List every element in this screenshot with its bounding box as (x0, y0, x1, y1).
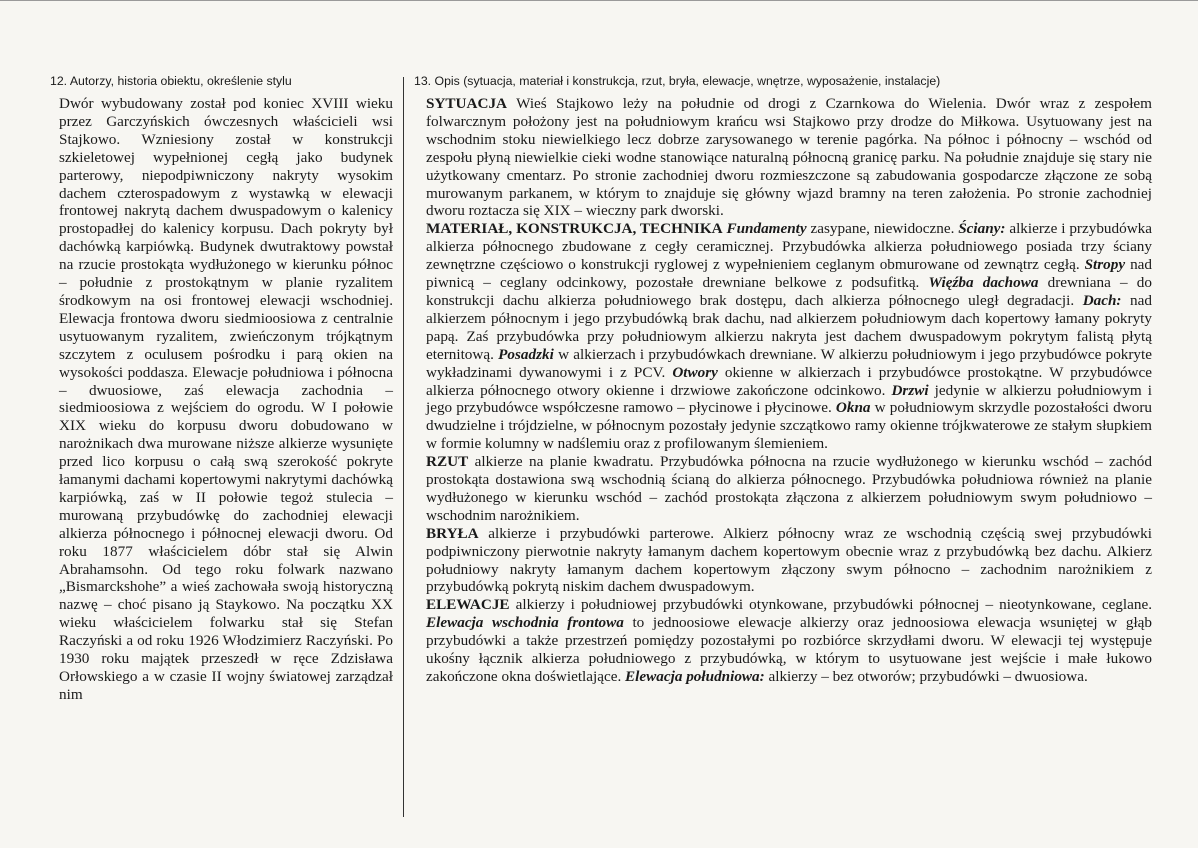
text-drzwi: jedynie w alkierzu południowym i jego przybudówce współczesne ramowo – płycinowe i płycinowe. (426, 381, 1152, 417)
right-column (408, 73, 1152, 686)
text-elewacje-1: alkierzy i południowej przybudówki otynkowane, przybudówki północnej – nieotynkowane, ceglane. (509, 596, 1152, 614)
kw-dach: Dach: (1082, 291, 1122, 309)
text-rzut: alkierze na planie kwadratu. Przybudówka północna na rzucie wydłużonego w kierunku wschód – zachód prostokąta dostawiona swą wschodnią ścianą do alkierza północnego. Przybudówka południowa również na planie wydłużonego w kierunku wschód – zachód prostokąta złączona z alkierzem południowym swym południowo – wschodnim narożnikiem. (426, 453, 1152, 524)
text-fundamenty: zasypane, niewidoczne. (806, 220, 959, 238)
paragraph-material (426, 220, 1152, 453)
label-material: MATERIAŁ, KONSTRUKCJA, TECHNIKA (426, 220, 723, 238)
text-bryla: alkierze i przybudówki parterowe. Alkierz północny wraz ze wschodnią częścią swej przybudówki podpiwniczony pierwotnie nakryty łamanym dachem kopertowym obecnie wraz z przybudówką bez dachu. Alkierz południowy nakryty łamanym dachem kopertowym złączony swym północno – zachodnim narożnikiem z przybudówką pokrytą niskim dachem dwuspadowym. (426, 524, 1152, 596)
text-sciany: alkierze i przybudówka alkierza północnego zbudowane z cegły ceramicznej. Przybudówka alkierza południowego posiada trzy ściany zewnętrzne częściowo o konstrukcji ryglowej z wypełnieniem ceglanym obmurowane od zewnątrz cegłą. (426, 220, 1152, 274)
paragraph-rzut (426, 453, 1152, 525)
kw-okna: Okna (835, 399, 871, 417)
kw-stropy: Stropy (1084, 256, 1126, 274)
kw-elewacja-wschodnia: Elewacja wschodnia frontowa (426, 614, 624, 632)
label-rzut: RZUT (426, 453, 469, 471)
text-wiezba: drewniana – do konstrukcji dachu alkierza południowego brak dostępu, dach alkierza północnego uległ degradacji. (426, 274, 1152, 309)
section-13-heading: 13. Opis (sytuacja, materiał i konstrukcja, rzut, bryła, elewacje, wnętrze, wyposażenie, instalacje) (414, 74, 941, 88)
text-otwory: okienne w alkierzach i przybudówce prostokątne. W przybudówce alkierza północnego otwory okienne i drzwiowe zakończone odcinkowo. (426, 363, 1152, 399)
description-text (426, 95, 1152, 686)
kw-wiezba: Więźba dachowa (928, 274, 1039, 292)
text-dach: nad alkierzem północnym i jego przybudówką brak dachu, nad alkierzem południowym dach kopertowy łamany pokryty papą. Zaś przybudówka przy południowym alkierzu nakryta jest dachem dwuspadowym pokrytym falistą płytą eternitową. (426, 291, 1152, 363)
label-bryla: BRYŁA (426, 524, 479, 542)
kw-otwory: Otwory (672, 363, 718, 381)
text-stropy: nad piwnicą – ceglany odcinkowy, pozostałe drewniane belkowe z podsufitką. (426, 256, 1153, 292)
paragraph-bryla (426, 525, 1152, 597)
kw-sciany: Ściany: (958, 220, 1006, 238)
paragraph-elewacje (426, 596, 1152, 686)
history-text (59, 95, 393, 704)
text-posadzki: w alkierzach i przybudówkach drewniane. W alkierzu południowym i jego przybudówce pokryte wykładzinami dywanowymi i z PCV. (426, 345, 1152, 381)
kw-elewacja-poludniowa: Elewacja południowa: (625, 668, 765, 685)
column-divider (403, 77, 404, 817)
text-sytuacja: Wieś Stajkowo leży na południe od drogi z Czarnkowa do Wielenia. Dwór wraz z zespołem folwarcznym położony jest na południowym krańcu wsi Stajkowo przy drodze do Miłkowa. Usytuowany jest na wschodnim stoku niewielkiego lecz dobrze zarysowanego w terenie pagórka. Na północ i północny – wschód od zespołu płyną niewielkie cieki wodne stanowiące naturalną północną granicę parku. Na południe znajduje się stary nie użytkowany cmentarz. Po stronie zachodniej dworu rozmieszczone są zabudowania gospodarcze złączone ze sobą murowanym parkanem, w którym to znajduje się główny wjazd bramny na teren założenia. Po stronie zachodniej dworu roztacza się XIX – wieczny park dworski. (426, 95, 1152, 220)
kw-drzwi: Drzwi (891, 381, 929, 399)
label-elewacje: ELEWACJE (426, 596, 510, 614)
label-sytuacja: SYTUACJA (426, 95, 508, 112)
text-elewacje-3: alkierzy – bez otworów; przybudówki – dwuosiowa. (764, 668, 1088, 685)
kw-posadzki: Posadzki (498, 345, 554, 363)
history-paragraph: Dwór wybudowany został pod koniec XVIII wieku przez Garczyńskich ówczesnych właścicieli wsi Stajkowo. Wzniesiony został w konstrukcji szkieletowej wypełnionej cegłą jako budynek parterowy, niepodpiwniczony nakryty wysokim dachem czterospadowym z wystawką w elewacji frontowej nakrytą dachem dwuspadowym o kalenicy prostopadłej do kalenicy korpusu. Dach pokryty był dachówką karpiówką. Budynek dwutraktowy powstał na rzucie prostokąta wydłużonego w kierunku północ – południe z prostokątnym w planie ryzalitem środkowym na osi frontowej elewacji wschodniej. Elewacja frontowa dworu siedmioosiowa z centralnie usytuowanym ryzalitem, zwieńczonym trójkątnym szczytem z oculusem pośrodku i parą okien na wysokości poddasza. Elewacje południowa i północna – dwuosiowe, zaś elewacja zachodnia – siedmioosiowa z wejściem do ogrodu. W I połowie XIX wieku do korpusu dworu dobudowano w narożnikach dwa murowane niższe alkierze wysunięte przed lico korpusu o całą swą szerokość pokryte łamanymi dachami kopertowymi nakrytymi dachówką karpiówką, zaś w II połowie tegoż stulecia – murowaną przybudówkę do zachodniej elewacji alkierza północnego i północnej elewacji dworu. Od roku 1877 właścicielem dóbr stał się Alwin Abrahamsohn. Od tego roku folwark nazwano „Bismarckshohe” a wieś zachowała swoją historyczną nazwę – choć pisano ją Staykowo. Na początku XX wieku właścicielem folwarku stał się Stefan Raczyński a od roku 1926 Włodzimierz Raczyński. Po 1930 roku majątek przeszedł w ręce Zdzisława Orłowskiego a w czasie II wojny światowej zarządzał nim (59, 95, 393, 703)
paragraph-sytuacja (426, 95, 1152, 220)
text-okna: w południowym skrzydle pozostałości dworu dwudzielne i trójdzielne, w północnym pozostały jedynie szczątkowo ramy okienne trójkwaterowe ze stałym słupkiem w formie kolumny w nadślemiu oraz z profilowanym ślemieniem. (426, 399, 1152, 453)
text-elewacje-2: to jednoosiowe elewacje alkierzy oraz jednoosiowa elewacja wsuniętej w głąb przybudówki a także przestrzeń pomiędzy pozostałymi po rozbiórce skrzydłami dworu. W elewacji tej występuje ukośny łącznik alkierza południowego z przybudówką, w którym to usytuowane jest wejście i małe łukowo zakończone okna doświetlające. (426, 614, 1153, 685)
kw-fundamenty: Fundamenty (726, 220, 807, 238)
left-column (50, 73, 395, 704)
section-12-heading: 12. Autorzy, historia obiektu, określenie stylu (50, 74, 292, 88)
